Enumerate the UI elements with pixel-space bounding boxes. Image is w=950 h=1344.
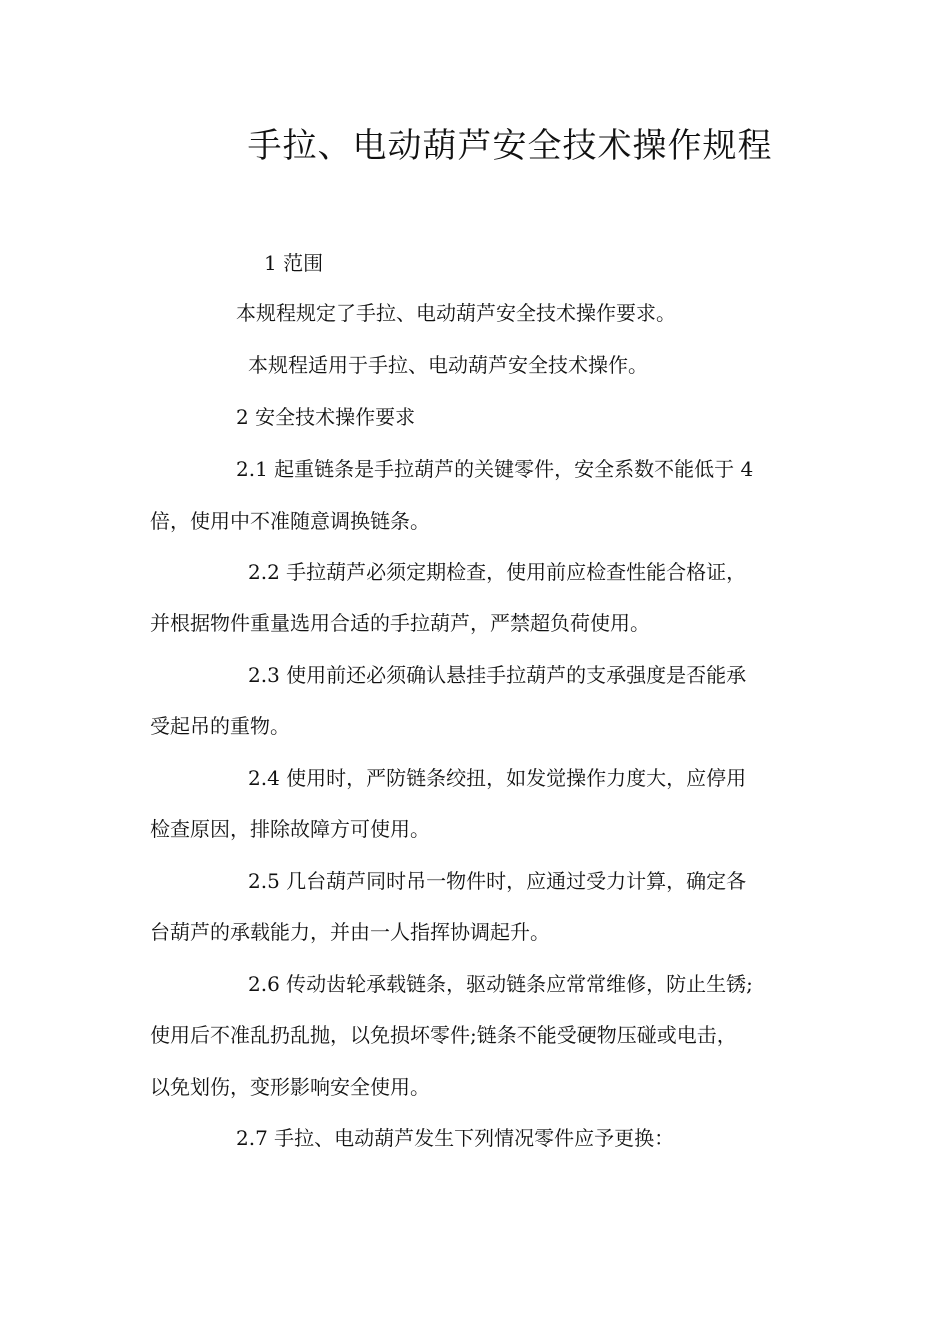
paragraph: 使用后不准乱扔乱抛，以免损坏零件;链条不能受硬物压碰或电击， xyxy=(150,1023,737,1047)
paragraph: 倍，使用中不准随意调换链条。 xyxy=(150,509,430,533)
paragraph: 2.2 手拉葫芦必须定期检查，使用前应检查性能合格证， xyxy=(248,560,747,584)
paragraph: 2.1 起重链条是手拉葫芦的关键零件，安全系数不能低于 4 xyxy=(236,457,754,481)
section-heading: 1 范围 xyxy=(264,251,324,275)
paragraph: 2.3 使用前还必须确认悬挂手拉葫芦的支承强度是否能承 xyxy=(248,663,747,687)
paragraph: 本规程适用于手拉、电动葫芦安全技术操作。 xyxy=(248,353,648,377)
section-heading: 2 安全技术操作要求 xyxy=(236,405,416,429)
document-title: 手拉、电动葫芦安全技术操作规程 xyxy=(247,126,773,166)
paragraph: 2.4 使用时，严防链条绞扭，如发觉操作力度大，应停用 xyxy=(248,766,747,790)
paragraph: 并根据物件重量选用合适的手拉葫芦，严禁超负荷使用。 xyxy=(150,611,650,635)
paragraph: 检查原因，排除故障方可使用。 xyxy=(150,817,430,841)
paragraph: 2.7 手拉、电动葫芦发生下列情况零件应予更换： xyxy=(236,1126,675,1150)
paragraph: 本规程规定了手拉、电动葫芦安全技术操作要求。 xyxy=(236,301,676,325)
paragraph: 2.6 传动齿轮承载链条，驱动链条应常常维修，防止生锈; xyxy=(248,972,753,996)
paragraph: 以免划伤，变形影响安全使用。 xyxy=(150,1075,430,1099)
paragraph: 受起吊的重物。 xyxy=(150,714,290,738)
paragraph: 台葫芦的承载能力，并由一人指挥协调起升。 xyxy=(150,920,550,944)
paragraph: 2.5 几台葫芦同时吊一物件时，应通过受力计算，确定各 xyxy=(248,869,747,893)
